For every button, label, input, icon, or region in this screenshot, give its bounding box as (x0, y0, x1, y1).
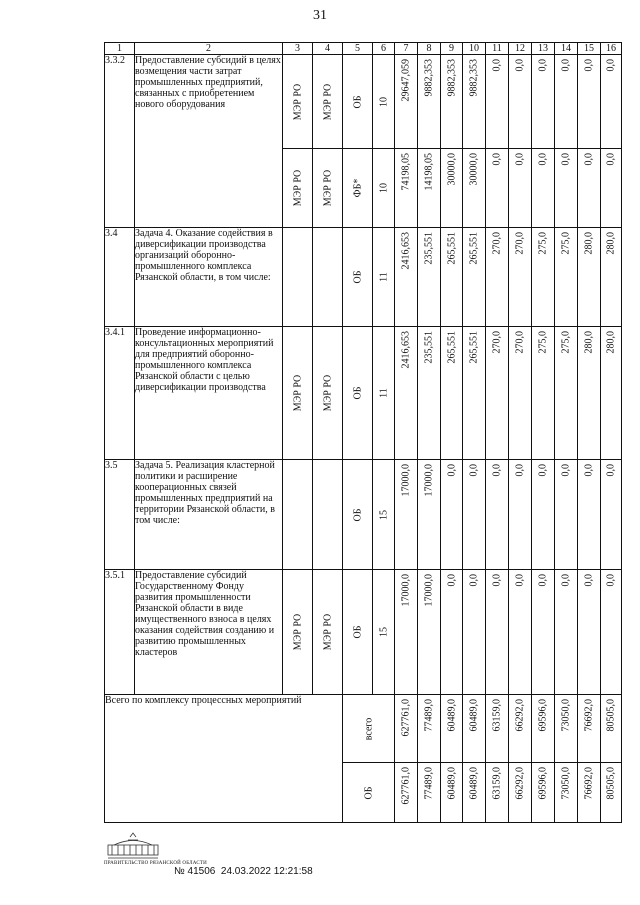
source-cell: ОБ (343, 460, 373, 570)
value-cell: 0,0 (578, 55, 601, 149)
value-cell: 0,0 (463, 570, 486, 695)
responsible-cell (283, 460, 313, 570)
source-cell: ОБ (343, 55, 373, 149)
header-cell: 2 (135, 43, 283, 55)
header-cell: 15 (578, 43, 601, 55)
row-name: Задача 5. Реализация кластерной политики и расширение кооперационных связей промышленных предприятий на территории Рязанской области, в том числе: (135, 460, 283, 570)
value-cell: 0,0 (463, 460, 486, 570)
value-cell: 29647,059 (395, 55, 418, 149)
value-cell: 66292,0 (509, 763, 532, 823)
value-cell: 30000,0 (463, 149, 486, 228)
row-code: 3.5.1 (105, 570, 135, 695)
value-cell: 69596,0 (532, 763, 555, 823)
value-cell: 0,0 (486, 460, 509, 570)
table-row (105, 327, 622, 460)
responsible-cell: МЭР РО (283, 327, 313, 460)
value-cell: 0,0 (441, 460, 463, 570)
value-cell: 0,0 (441, 570, 463, 695)
value-cell: 0,0 (578, 570, 601, 695)
value-cell: 0,0 (509, 460, 532, 570)
header-cell: 12 (509, 43, 532, 55)
header-cell: 13 (532, 43, 555, 55)
value-cell: 265,551 (441, 327, 463, 460)
value-cell: 0,0 (578, 149, 601, 228)
value-cell: 275,0 (555, 228, 578, 327)
value-cell: 80505,0 (601, 695, 622, 763)
stamp-caption: ПРАВИТЕЛЬСТВО РЯЗАНСКОЙ ОБЛАСТИ (104, 861, 207, 866)
value-cell: 0,0 (509, 149, 532, 228)
value-cell: 235,551 (418, 327, 441, 460)
header-cell: 6 (373, 43, 395, 55)
value-cell: 74198,05 (395, 149, 418, 228)
row-code: 3.4.1 (105, 327, 135, 460)
value-cell: 265,551 (441, 228, 463, 327)
value-cell: 0,0 (601, 570, 622, 695)
value-cell: 9882,353 (463, 55, 486, 149)
total-row (105, 695, 622, 763)
value-cell: 280,0 (578, 228, 601, 327)
value-cell: 0,0 (486, 570, 509, 695)
header-cell: 14 (555, 43, 578, 55)
value-cell: 0,0 (509, 55, 532, 149)
code-cell: 10 (373, 149, 395, 228)
executor-cell: МЭР РО (313, 570, 343, 695)
value-cell: 0,0 (532, 149, 555, 228)
responsible-cell (283, 228, 313, 327)
value-cell: 265,551 (463, 228, 486, 327)
value-cell: 77489,0 (418, 695, 441, 763)
table-row (105, 228, 622, 327)
value-cell: 280,0 (578, 327, 601, 460)
value-cell: 0,0 (555, 460, 578, 570)
code-cell: 10 (373, 55, 395, 149)
header-cell: 8 (418, 43, 441, 55)
executor-cell (313, 460, 343, 570)
header-cell: 10 (463, 43, 486, 55)
value-cell: 270,0 (486, 228, 509, 327)
value-cell: 60489,0 (463, 763, 486, 823)
executor-cell: МЭР РО (313, 149, 343, 228)
source-cell: ОБ (343, 327, 373, 460)
value-cell: 30000,0 (441, 149, 463, 228)
executor-cell: МЭР РО (313, 327, 343, 460)
value-cell: 63159,0 (486, 695, 509, 763)
code-cell: 11 (373, 228, 395, 327)
code-cell: 11 (373, 327, 395, 460)
code-cell: 15 (373, 570, 395, 695)
value-cell: 69596,0 (532, 695, 555, 763)
header-row (105, 43, 622, 55)
value-cell: 17000,0 (395, 460, 418, 570)
value-cell: 2416,653 (395, 228, 418, 327)
executor-cell: МЭР РО (313, 55, 343, 149)
doc-number: № 41506 (174, 866, 216, 877)
value-cell: 0,0 (532, 460, 555, 570)
row-name: Предоставление субсидий в целях возмещения части затрат промышленных предприятий, связанных с приобретением нового оборудования (135, 55, 283, 228)
header-cell: 11 (486, 43, 509, 55)
row-name: Предоставление субсидий Государственному Фонду развития промышленности Рязанской области в виде имущественного взноса в целях оказания содействия созданию и развитию промышленных кластеров (135, 570, 283, 695)
value-cell: 76692,0 (578, 695, 601, 763)
row-name: Проведение информационно-консультационных мероприятий для предприятий оборонно-промышленного комплекса Рязанской области с целью диверсификации производства (135, 327, 283, 460)
value-cell: 0,0 (486, 55, 509, 149)
table-row (105, 55, 622, 149)
value-cell: 270,0 (486, 327, 509, 460)
header-cell: 1 (105, 43, 135, 55)
value-cell: 17000,0 (395, 570, 418, 695)
value-cell: 0,0 (532, 55, 555, 149)
program-table (104, 42, 622, 823)
value-cell: 17000,0 (418, 570, 441, 695)
responsible-cell: МЭР РО (283, 149, 313, 228)
row-code: 3.4 (105, 228, 135, 327)
doc-datetime: 24.03.2022 12:21:58 (220, 866, 313, 877)
value-cell: 9882,353 (441, 55, 463, 149)
value-cell: 9882,353 (418, 55, 441, 149)
value-cell: 270,0 (509, 228, 532, 327)
value-cell: 73050,0 (555, 695, 578, 763)
value-cell: 14198,05 (418, 149, 441, 228)
header-cell: 5 (343, 43, 373, 55)
source-cell: ОБ (343, 763, 395, 823)
header-cell: 4 (313, 43, 343, 55)
value-cell: 60489,0 (441, 763, 463, 823)
value-cell: 0,0 (532, 570, 555, 695)
value-cell: 60489,0 (463, 695, 486, 763)
value-cell: 0,0 (578, 460, 601, 570)
executor-cell (313, 228, 343, 327)
value-cell: 17000,0 (418, 460, 441, 570)
header-cell: 16 (601, 43, 622, 55)
value-cell: 275,0 (555, 327, 578, 460)
page-number: 31 (313, 8, 327, 23)
value-cell: 0,0 (509, 570, 532, 695)
value-cell: 80505,0 (601, 763, 622, 823)
value-cell: 60489,0 (441, 695, 463, 763)
value-cell: 0,0 (601, 55, 622, 149)
header-cell: 3 (283, 43, 313, 55)
value-cell: 2416,653 (395, 327, 418, 460)
value-cell: 0,0 (601, 149, 622, 228)
header-cell: 9 (441, 43, 463, 55)
value-cell: 265,551 (463, 327, 486, 460)
source-cell: всего (343, 695, 395, 763)
source-cell: ФБ* (343, 149, 373, 228)
table-row (105, 570, 622, 695)
value-cell: 0,0 (555, 570, 578, 695)
value-cell: 280,0 (601, 228, 622, 327)
value-cell: 627761,0 (395, 763, 418, 823)
value-cell: 0,0 (601, 460, 622, 570)
total-label: Всего по комплексу процессных мероприятий (105, 695, 343, 823)
value-cell: 63159,0 (486, 763, 509, 823)
value-cell: 275,0 (532, 228, 555, 327)
value-cell: 0,0 (555, 55, 578, 149)
row-name: Задача 4. Оказание содействия в диверсификации производства организаций оборонно-промышленного комплекса Рязанской области, в том числе: (135, 228, 283, 327)
row-code: 3.3.2 (105, 55, 135, 228)
value-cell: 627761,0 (395, 695, 418, 763)
row-code: 3.5 (105, 460, 135, 570)
code-cell: 15 (373, 460, 395, 570)
responsible-cell: МЭР РО (283, 570, 313, 695)
source-cell: ОБ (343, 228, 373, 327)
table-row (105, 460, 622, 570)
value-cell: 0,0 (555, 149, 578, 228)
value-cell: 77489,0 (418, 763, 441, 823)
source-cell: ОБ (343, 570, 373, 695)
responsible-cell: МЭР РО (283, 55, 313, 149)
value-cell: 270,0 (509, 327, 532, 460)
value-cell: 76692,0 (578, 763, 601, 823)
document-registration (174, 866, 313, 877)
value-cell: 66292,0 (509, 695, 532, 763)
value-cell: 280,0 (601, 327, 622, 460)
value-cell: 275,0 (532, 327, 555, 460)
value-cell: 0,0 (486, 149, 509, 228)
value-cell: 235,551 (418, 228, 441, 327)
header-cell: 7 (395, 43, 418, 55)
value-cell: 73050,0 (555, 763, 578, 823)
